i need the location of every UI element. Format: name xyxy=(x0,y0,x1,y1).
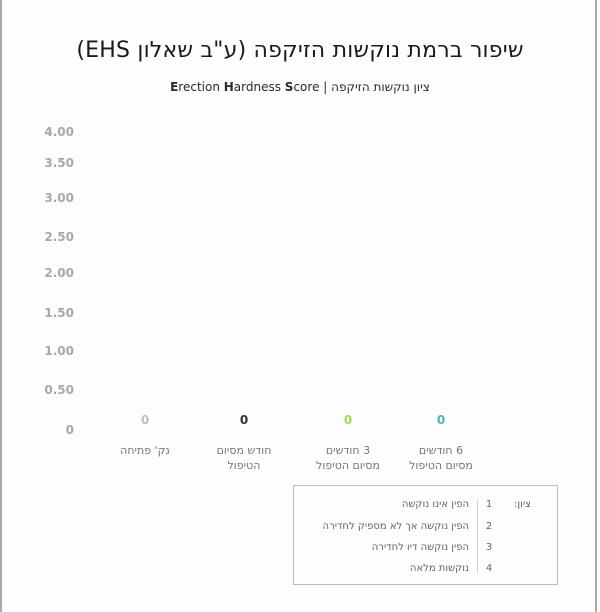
bar-value-6-months: 0 xyxy=(436,413,446,427)
y-tick: 2.50 xyxy=(44,230,74,244)
legend-item-number: 2 xyxy=(485,521,493,532)
chart-subtitle xyxy=(0,80,600,94)
legend-item-text: הפין נוקשה אך לא מספיק לחדירה xyxy=(322,521,469,532)
y-tick: 1.00 xyxy=(44,344,74,358)
subtitle-hebrew: ציון נוקשות הזיקפה | xyxy=(323,80,430,94)
chart-title: שיפור ברמת נוקשות הזיקפה (ע"ב שאלון EHS) xyxy=(76,38,524,63)
subtitle-english: Erection Hardness Score xyxy=(170,80,320,94)
legend-item xyxy=(294,563,559,579)
legend-item-number: 4 xyxy=(485,563,493,574)
legend-item-number: 3 xyxy=(485,542,493,553)
category-label-6-months: 6 חודשים מסיום הטיפול xyxy=(409,444,473,472)
legend-title: ציון: xyxy=(514,499,531,510)
legend-box xyxy=(293,485,558,585)
y-tick: 3.00 xyxy=(44,191,74,205)
bar-value-1-month: 0 xyxy=(239,413,249,427)
category-label-1-month: חודש מסיום הטיפול xyxy=(216,444,272,472)
bar-value-3-months: 0 xyxy=(343,413,353,427)
y-tick: 4.00 xyxy=(44,125,74,139)
legend-item xyxy=(294,499,559,515)
legend-item-text: הפין נוקשה דיו לחדירה xyxy=(371,542,469,553)
legend-item-text: הפין אינו נוקשה xyxy=(401,499,469,510)
y-tick: 0.50 xyxy=(44,383,74,397)
bar-value-baseline: 0 xyxy=(140,413,150,427)
category-label-3-months: 3 חודשים מסיום הטיפול xyxy=(316,444,380,472)
legend-item-text: נוקשות מלאה xyxy=(409,563,469,574)
category-label-baseline: נק' פתיחה xyxy=(120,444,170,457)
legend-item xyxy=(294,542,559,558)
y-tick: 1.50 xyxy=(44,306,74,320)
y-tick: 2.00 xyxy=(44,266,74,280)
legend-item-number: 1 xyxy=(485,499,493,510)
y-tick: 3.50 xyxy=(44,156,74,170)
y-tick: 0 xyxy=(65,423,74,437)
legend-item xyxy=(294,521,559,537)
